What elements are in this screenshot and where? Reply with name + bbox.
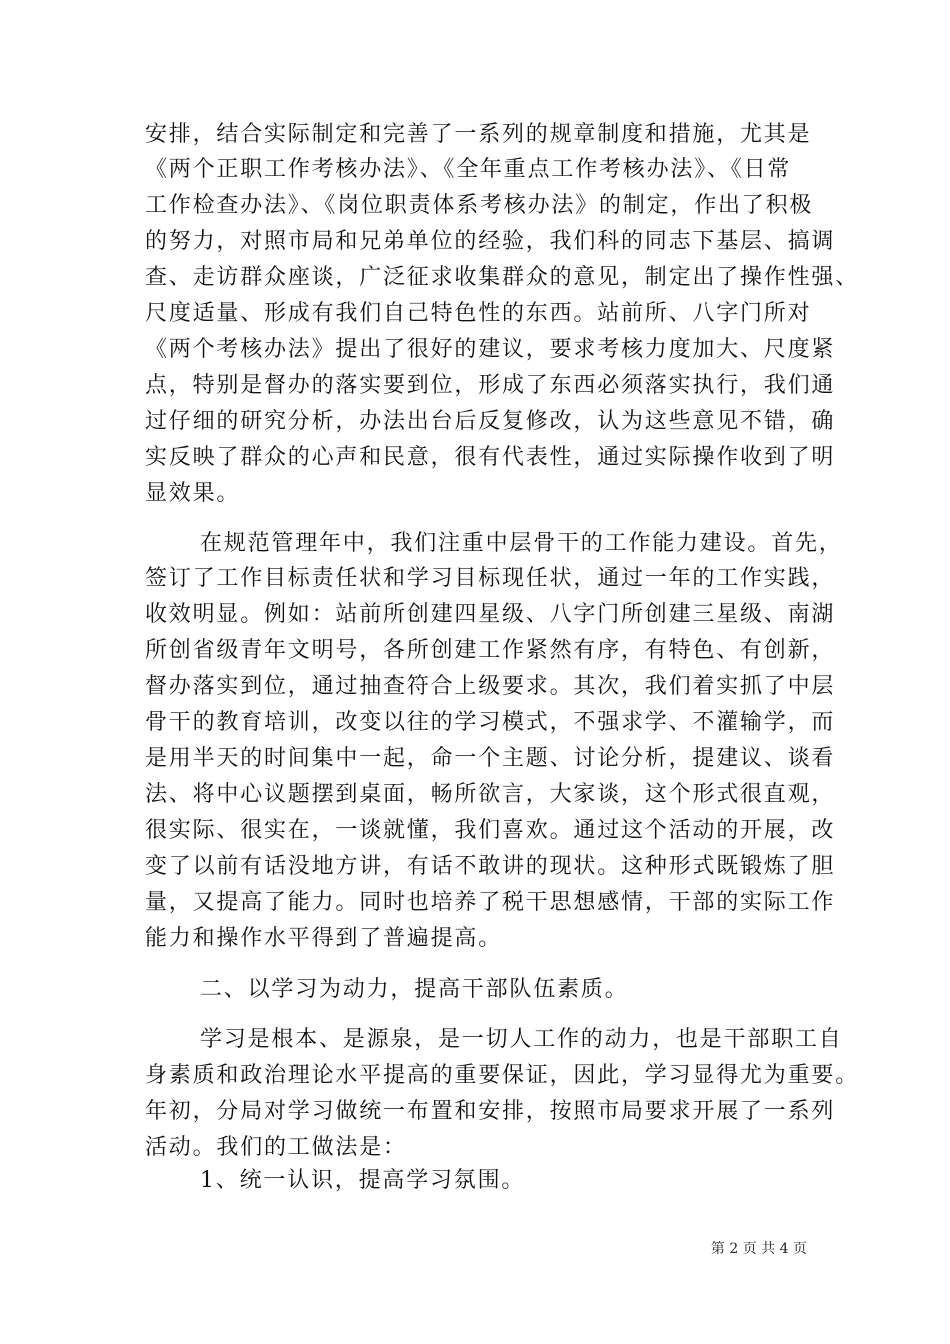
paragraph-line: 《两个考核办法》提出了很好的建议，要求考核力度加大、尺度紧 <box>145 337 836 362</box>
paragraph-line: 活动。我们的工做法是： <box>145 1135 407 1160</box>
subsection-heading: 1、统一认识，提高学习氛围。 <box>200 1168 526 1193</box>
paragraph-line: 查、走访群众座谈，广泛征求收集群众的意见，制定出了操作性强、 <box>145 265 860 290</box>
paragraph-line: 过仔细的研究分析，办法出台后反复修改，认为这些意见不错，确 <box>145 409 836 434</box>
paragraph-line: 骨干的教育培训，改变以往的学习模式，不强求学、不灌输学，而 <box>145 710 836 735</box>
paragraph-line: 尺度适量、形成有我们自己特色性的东西。站前所、八字门所对 <box>145 301 812 326</box>
paragraph-line: 安排，结合实际制定和完善了一系列的规章制度和措施，尤其是 <box>145 122 812 147</box>
paragraph-line: 在规范管理年中，我们注重中层骨干的工作能力建设。首先， <box>200 531 843 556</box>
paragraph-line: 的努力，对照市局和兄弟单位的经验，我们科的同志下基层、搞调 <box>145 229 836 254</box>
section-heading: 二、以学习为动力，提高干部队伍素质。 <box>200 977 629 1002</box>
page-number-footer: 第 2 页 共 4 页 <box>710 1241 807 1257</box>
paragraph-line: 工作检查办法》、《岗位职责体系考核办法》的制定，作出了积极 <box>145 193 814 218</box>
paragraph-line: 很实际、很实在，一谈就懂，我们喜欢。通过这个活动的开展，改 <box>145 818 836 843</box>
paragraph-line: 所创省级青年文明号，各所创建工作紧然有序，有特色、有创新， <box>145 638 836 663</box>
paragraph-line: 显效果。 <box>145 481 241 506</box>
paragraph-line: 《两个正职工作考核办法》、《全年重点工作考核办法》、《日常 <box>145 157 792 182</box>
paragraph-line: 变了以前有话没地方讲，有话不敢讲的现状。这种形式既锻炼了胆 <box>145 854 836 879</box>
paragraph-line: 实反映了群众的心声和民意，很有代表性，通过实际操作收到了明 <box>145 445 836 470</box>
paragraph-line: 收效明显。例如：站前所创建四星级、八字门所创建三星级、南湖 <box>145 602 836 627</box>
paragraph-line: 是用半天的时间集中一起，命一个主题、讨论分析，提建议、谈看 <box>145 746 836 771</box>
paragraph-line: 学习是根本、是源泉，是一切人工作的动力，也是干部职工自 <box>200 1027 843 1052</box>
paragraph-line: 督办落实到位，通过抽查符合上级要求。其次，我们着实抓了中层 <box>145 674 836 699</box>
paragraph-line: 能力和操作水平得到了普遍提高。 <box>145 926 503 951</box>
paragraph-line: 点，特别是督办的落实要到位，形成了东西必须落实执行，我们通 <box>145 373 836 398</box>
paragraph-line: 量，又提高了能力。同时也培养了税干思想感情，干部的实际工作 <box>145 890 836 915</box>
paragraph-line: 法、将中心议题摆到桌面，畅所欲言，大家谈，这个形式很直观， <box>145 782 836 807</box>
paragraph-line: 身素质和政治理论水平提高的重要保证，因此，学习显得尤为重要。 <box>145 1063 860 1088</box>
paragraph-line: 签订了工作目标责任状和学习目标现任状，通过一年的工作实践， <box>145 566 836 591</box>
paragraph-line: 年初，分局对学习做统一布置和安排，按照市局要求开展了一系列 <box>145 1099 836 1124</box>
